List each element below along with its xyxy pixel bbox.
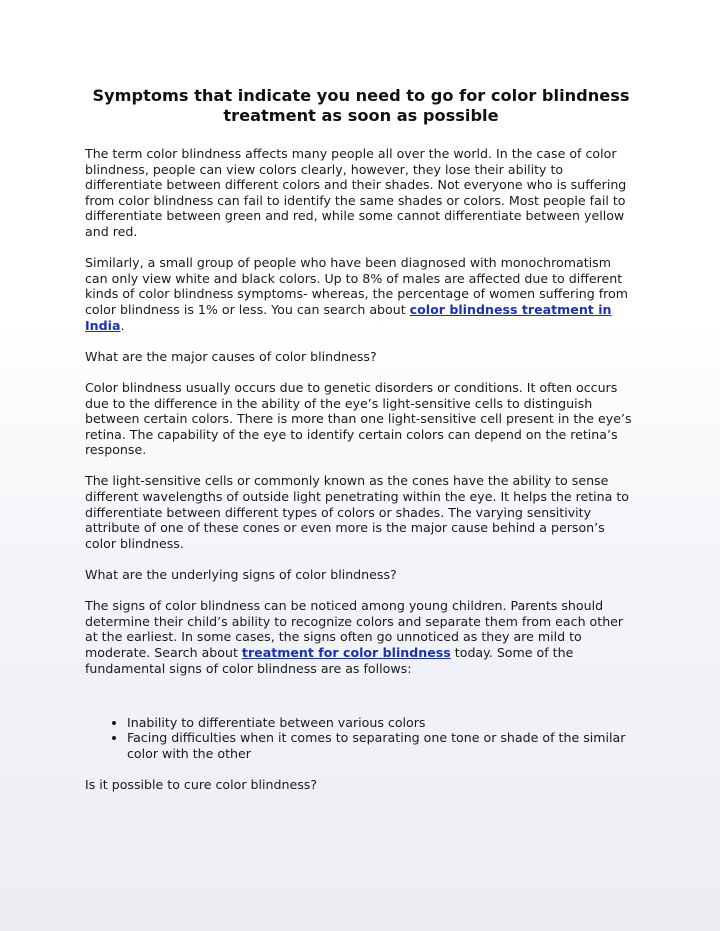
spacer	[85, 692, 637, 715]
paragraph-monochromatism-text: Similarly, a small group of people who have been diagnosed with monochromatism can only view white and black colors. Up to 8% of males are affected due to different kinds of color blindness symptoms- whereas, the percentage of women suffering from color blindness is 1% or less. You can search about	[85, 255, 629, 317]
signs-list	[85, 715, 637, 762]
paragraph-causes: Color blindness usually occurs due to genetic disorders or conditions. It often occurs due to the difference in the ability of the eye’s light-sensitive cells to distinguish between certain colors. There is more than one light-sensitive cell present in the eye’s retina. The capability of the eye to identify certain colors can depend on the retina’s response.	[85, 379, 632, 458]
list-item: • Inability to differentiate between various colors	[127, 715, 637, 731]
paragraph-signs-text: The signs of color blindness can be noticed among young children. Parents should determine their child’s ability to recognize colors and separate them from each other at the earliest. In some cases, the signs often go unnoticed as they are mild to moderate. Search about	[85, 598, 624, 660]
document-body	[85, 86, 637, 808]
heading-signs: What are the underlying signs of color blindness?	[85, 567, 397, 583]
paragraph-signs-end: today. Some of the fundamental signs of color blindness are as follows:	[85, 645, 574, 676]
document-title: Symptoms that indicate you need to go for color blindness treatment as soon as possible	[92, 86, 630, 125]
color-blindness-treatment-india-link[interactable]: color blindness treatment in India	[85, 301, 612, 333]
heading-causes: What are the major causes of color blindness?	[85, 348, 377, 364]
paragraph-cones: The light-sensitive cells or commonly known as the cones have the ability to sense different wavelengths of outside light penetrating within the eye. It helps the retina to differentiate between different types of colors or shades. The varying sensitivity attribute of one of these cones or even more is the major cause behind a person’s color blindness.	[85, 473, 629, 551]
treatment-for-color-blindness-link[interactable]: treatment for color blindness	[241, 645, 451, 660]
paragraph-intro: The term color blindness affects many people all over the world. In the case of color blindness, people can view colors clearly, however, they lose their ability to differentiate between different colors and their shades. Not everyone who is suffering from color blindness can fail to identify the same shades or colors. Most people fail to differentiate between green and red, while some cannot differentiate between yellow and red.	[85, 146, 627, 239]
list-item: • Facing difficulties when it comes to separating one tone or shade of the similar color with the other	[127, 730, 637, 761]
heading-cure: Is it possible to cure color blindness?	[85, 777, 318, 793]
paragraph-signs	[85, 598, 637, 676]
paragraph-monochromatism	[85, 255, 637, 333]
paragraph-monochromatism-end: .	[120, 317, 125, 333]
